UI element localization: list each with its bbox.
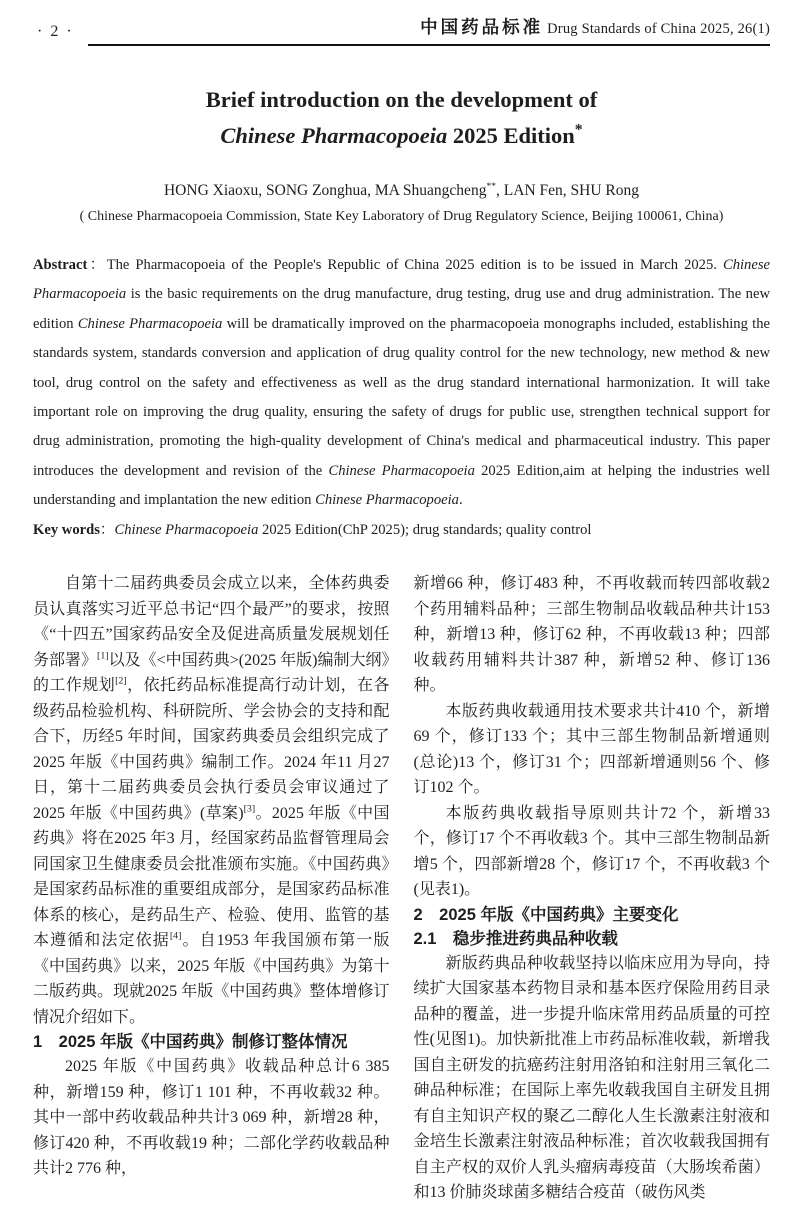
page-number: · 2 · xyxy=(37,23,74,40)
body-paragraph-variety-inclusion: 新版药典品种收载坚持以临床应用为导向，持续扩大国家基本药物目录和基本医疗保险用药目录品种的覆盖，进一步提升临床常用药品质量的可控性(见图1)。加快新批准上市药品标准收载，新增我国自主研发的抗癌药注射用洛铂和注射用三氧化二砷品种标准；在国际上率先收载我国自主研发且拥有自主知识产权的聚乙二醇化人生长激素注射液和金培生长激素注射液品种标准；首次收载我国拥有自主产权的双价人乳头瘤病毒疫苗（大肠埃希菌）和13 价肺炎球菌多糖结合疫苗（破伤风类 xyxy=(413,954,770,1202)
body-paragraph-intro: 自第十二届药典委员会成立以来，全体药典委员认真落实习近平总书记“四个最严”的要求，按照《“十四五”国家药品安全及促进高质量发展规划任务部署》[1]以及《<中国药典>(2025 年版)编制大纲》的工作规划[2]，依托药品标准提高行动计划，在各级药品检验机构、科研院所、学会协会的支持和配合下，历经5 年时间，国家药典委员会组织完成了2025 年版《中国药典》编制工作。2024 年11 月27 日，第十二届药典委员会执行委员会审议通过了2025 年版《中国药典》(草案)[3]。2025 年版《中国药典》将在2025 年3 月，经国家药品监督管理局会同国家卫生健康委员会批准颁布实施。《中国药典》是国家药品标准的重要组成部分，是国家药品标准体系的核心，是药品生产、检验、使用、监管的基本遵循和法定依据[4]。自1953 年我国颁布第一版《中国药典》以来，2025 年版《中国药典》为第十二版药典。现就2025 年版《中国药典》整体增修订情况介绍如下。 xyxy=(33,575,390,1026)
page-header xyxy=(33,14,770,46)
journal-title-english: Drug Standards of China 2025, 26(1) xyxy=(547,21,770,37)
body-column-left xyxy=(33,571,390,1206)
abstract-keywords-block xyxy=(33,251,770,545)
authors-line: HONG Xiaoxu, SONG Zonghua, MA Shuangcheng**, LAN Fen, SHU Rong xyxy=(163,180,639,199)
section-heading-2: 2 2025 年版《中国药典》主要变化 xyxy=(413,905,679,924)
article-title-line1: Brief introduction on the development of xyxy=(205,87,598,112)
journal-title-chinese: 中国药品标准 xyxy=(420,17,544,37)
section-heading-2-1: 2.1 稳步推进药典品种收载 xyxy=(413,929,618,948)
keywords-paragraph: Key words：Chinese Pharmacopoeia 2025 Edition(ChP 2025); drug standards; quality control xyxy=(33,521,592,538)
affiliation-line: ( Chinese Pharmacopoeia Commission, State Key Laboratory of Drug Regulatory Science, Beijing 100061, China) xyxy=(79,209,724,224)
abstract-paragraph: Abstract：The Pharmacopoeia of the People's Republic of China 2025 edition is to be issued in March 2025. Chinese Pharmacopoeia is the basic requirements on the drug manufacture, drug testing, drug use and drug administration. The new edition Chinese Pharmacopoeia will be dramatically improved on the pharmacopoeia monographs included, establishing the standards system, standards conversion and application of drug quality control for the new technology, new method & new tool, drug control on the safety and effectiveness as well as the drug standard international harmonization. It will take important role on improving the drug quality, ensuring the safety of drugs for public use, strengthen technical support for drug administration, promoting the high-quality development of China's medical and pharmaceutical industry. This paper introduces the development and revision of the Chinese Pharmacopoeia 2025 Edition,aim at helping the industries well understanding and implantation the new edition Chinese Pharmacopoeia. xyxy=(33,257,770,509)
body-paragraph-guidelines: 本版药典收载指导原则共计72 个，新增33 个，修订17 个不再收载3 个。其中三部生物制品新增5 个，四部新增28 个，修订17 个，不再收载3 个(见表1)。 xyxy=(413,804,770,899)
journal-title-line xyxy=(88,14,770,46)
body-paragraph-totals-continued: 新增66 种，修订483 种，不再收载而转四部收载2 个药用辅料品种；三部生物制品收载品种共计153 种，新增13 种，修订62 种，不再收载13 种；四部收载药用辅料共计387 种，新增52 种、修订136 种。 xyxy=(413,575,770,695)
article-title-line2: Chinese Pharmacopoeia 2025 Edition* xyxy=(220,121,583,148)
body-columns xyxy=(33,571,770,1206)
section-heading-1: 1 2025 年版《中国药典》制修订整体情况 xyxy=(33,1033,348,1052)
body-paragraph-totals: 2025 年版《中国药典》收载品种总计6 385 种，新增159 种，修订1 101 种，不再收载32 种。其中一部中药收载品种共计3 069 种，新增28 种，修订420 种，不再收载19 种；二部化学药收载品种共计2 776 种， xyxy=(33,1058,390,1178)
body-paragraph-technical-requirements: 本版药典收载通用技术要求共计410 个，新增69 个，修订133 个；其中三部生物制品新增通则(总论)13 个，修订31 个；四部新增通则56 个、修订102 个。 xyxy=(413,702,770,797)
article-title xyxy=(33,82,770,154)
body-column-right xyxy=(414,571,771,1206)
